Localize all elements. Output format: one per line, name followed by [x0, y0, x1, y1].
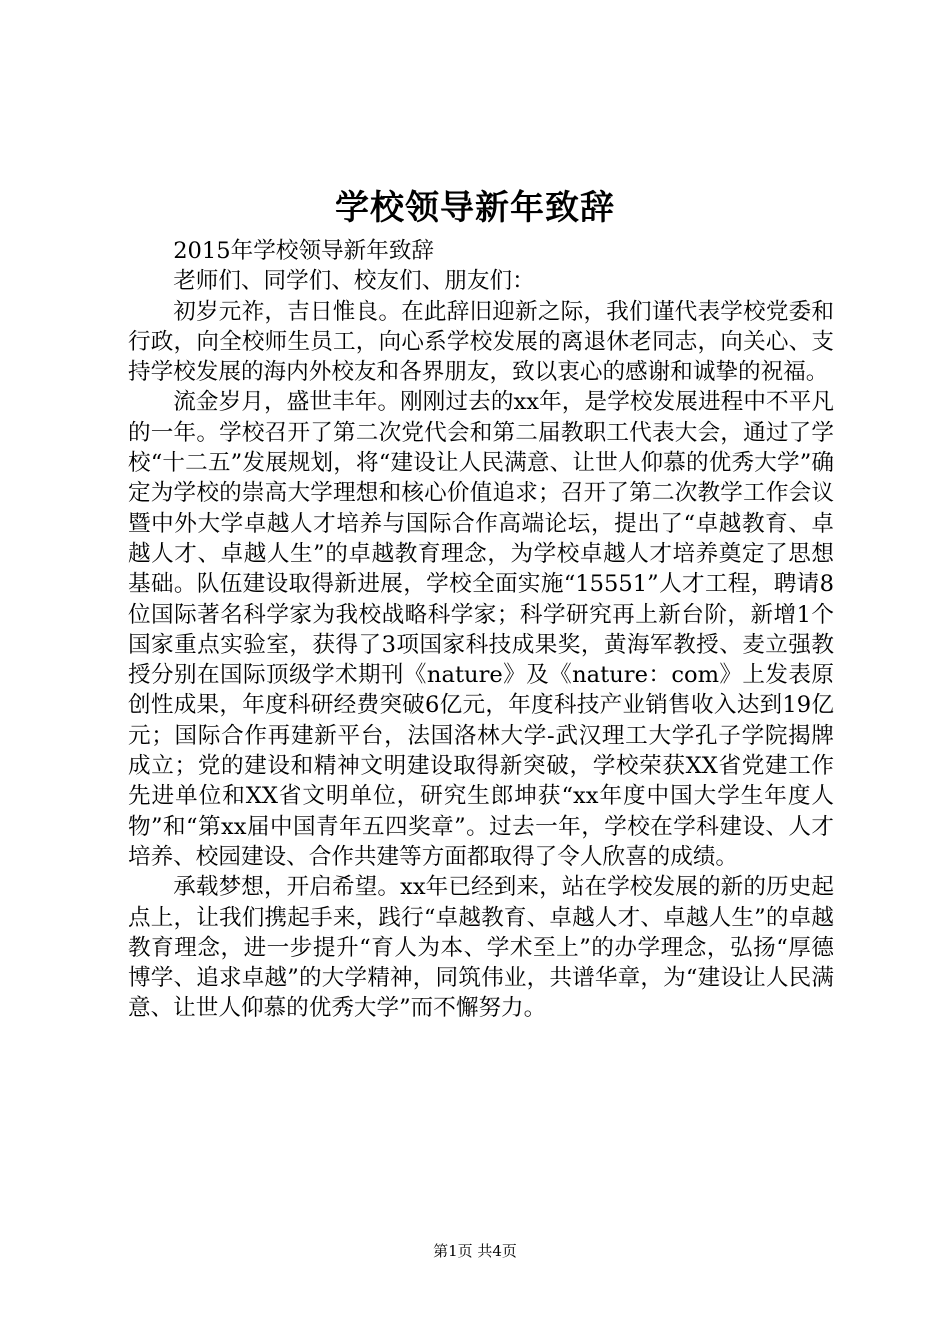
page-number-footer: 第1页 共4页 [433, 1242, 517, 1260]
outlook-paragraph: 承载梦想，开启希望。xx年已经到来，站在学校发展的新的历史起点上，让我们携起手来，践行“卓越教育、卓越人才、卓越人生”的卓越教育理念，进一步提升“育人为本、学术至上”的办学理念，弘扬“厚德博学、追求卓越”的大学精神，同筑伟业，共谱华章，为“建设让人民满意、让世人仰慕的优秀大学”而不懈努力。 [128, 874, 834, 1022]
document-title: 学校领导新年致辞 [335, 188, 615, 228]
subtitle-paragraph: 2015年学校领导新年致辞 [173, 238, 435, 264]
review-paragraph: 流金岁月，盛世丰年。刚刚过去的xx年，是学校发展进程中不平凡的一年。学校召开了第二次党代会和第二届教职工代表大会，通过了学校“十二五”发展规划，将“建设让人民满意、让世人仰慕的优秀大学”确定为学校的崇高大学理想和核心价值追求；召开了第二次教学工作会议暨中外大学卓越人才培养与国际合作高端论坛，提出了“卓越教育、卓越人才、卓越人生”的卓越教育理念，为学校卓越人才培养奠定了思想基础。队伍建设取得新进展，学校全面实施“15551”人才工程，聘请8位国际著名科学家为我校战略科学家；科学研究再上新台阶，新增1个国家重点实验室，获得了3项国家科技成果奖，黄海军教授、麦立强教授分别在国际顶级学术期刊《nature》及《nature：com》上发表原创性成果，年度科研经费突破6亿元，年度科技产业销售收入达到19亿元；国际合作再建新平台，法国洛林大学-武汉理工大学孔子学院揭牌成立；党的建设和精神文明建设取得新突破，学校荣获XX省党建工作先进单位和XX省文明单位，研究生郎坤获“xx年度中国大学生年度人物”和“第xx届中国青年五四奖章”。过去一年，学校在学科建设、人才培养、校园建设、合作共建等方面都取得了令人欣喜的成绩。 [128, 389, 834, 870]
document-body [128, 236, 834, 1024]
salutation-paragraph: 老师们、同学们、校友们、朋友们： [173, 268, 535, 295]
greeting-paragraph: 初岁元祚，吉日惟良。在此辞旧迎新之际，我们谨代表学校党委和行政，向全校师生员工，向心系学校发展的离退休老同志，向关心、支持学校发展的海内外校友和各界朋友，致以衷心的感谢和诚挚的祝福。 [128, 298, 834, 386]
